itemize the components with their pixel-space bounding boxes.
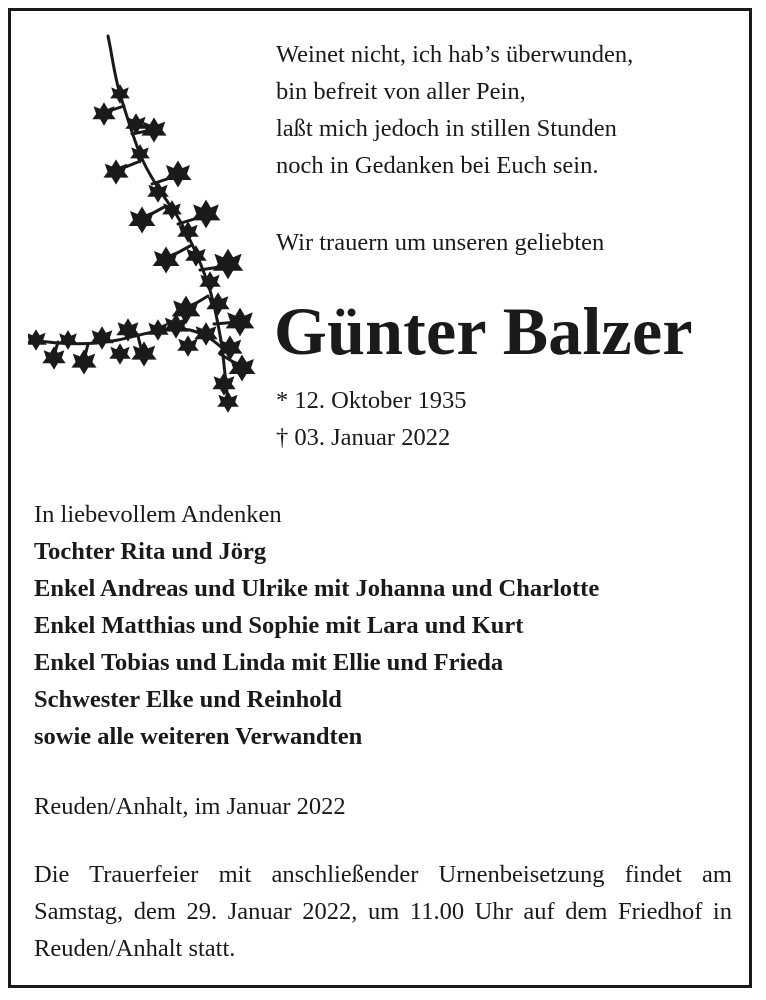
poem-line: noch in Gedanken bei Euch sein. xyxy=(276,152,599,179)
poem-line: bin befreit von aller Pein, xyxy=(276,78,526,105)
mourning-intro: Wir trauern um unseren geliebten xyxy=(276,229,605,256)
mourner-entry: sowie alle weiteren Verwandten xyxy=(34,723,363,750)
poem-line: Weinet nicht, ich hab’s überwunden, xyxy=(276,41,634,68)
remembrance-line: In liebevollem Andenken xyxy=(34,501,282,528)
mourner-entry: Enkel Andreas und Ulrike mit Johanna und Charlotte xyxy=(34,575,600,602)
deceased-name: Günter Balzer xyxy=(274,293,693,369)
life-dates xyxy=(276,382,467,456)
ivy-branch-icon xyxy=(28,34,258,414)
place-and-date: Reuden/Anhalt, im Januar 2022 xyxy=(34,793,346,820)
poem-line: laßt mich jedoch in stillen Stunden xyxy=(276,115,617,142)
funeral-details: Die Trauerfeier mit anschließender Urnenbeisetzung findet am Samstag, dem 29. Januar 2022, um 11.00 Uhr auf dem Friedhof in Reuden/Anhalt statt. xyxy=(34,861,732,962)
birth-date: * 12. Oktober 1935 xyxy=(276,387,467,414)
poem xyxy=(276,36,633,184)
mourners-list xyxy=(34,496,599,755)
mourner-entry: Enkel Tobias und Linda mit Ellie und Frieda xyxy=(34,649,504,676)
mourner-entry: Enkel Matthias und Sophie mit Lara und Kurt xyxy=(34,612,524,639)
mourner-entry: Schwester Elke und Reinhold xyxy=(34,686,342,713)
mourner-entry: Tochter Rita und Jörg xyxy=(34,538,267,565)
death-date: † 03. Januar 2022 xyxy=(276,424,451,451)
